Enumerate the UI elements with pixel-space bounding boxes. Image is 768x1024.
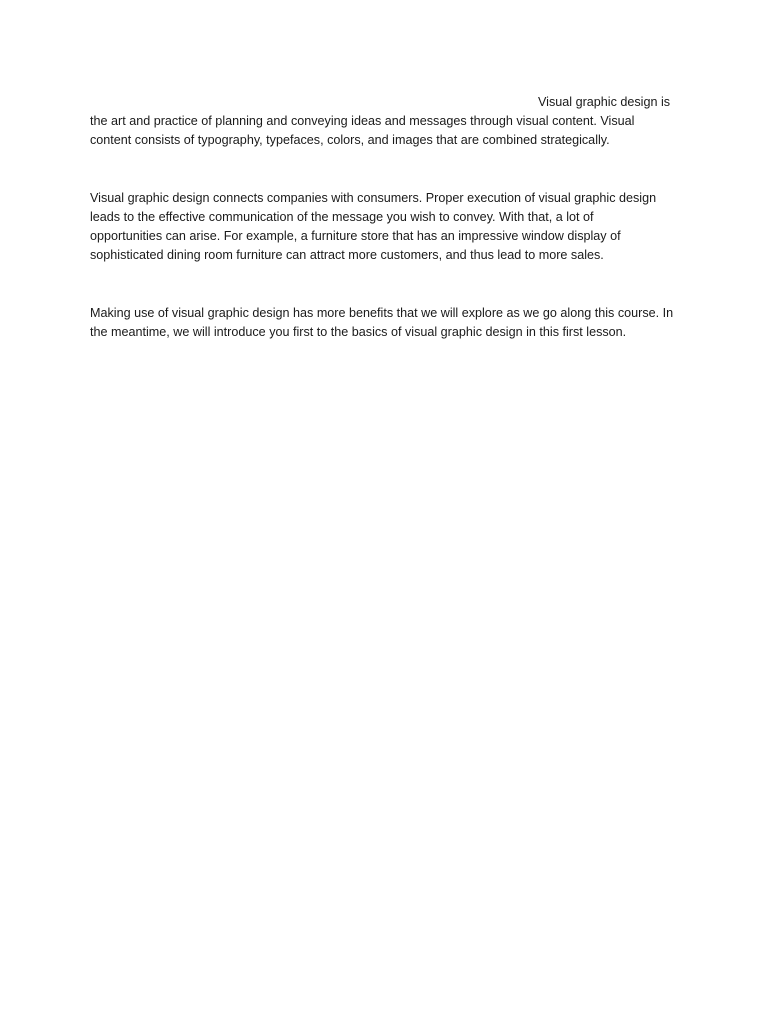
paragraph-companies	[90, 189, 682, 265]
text-line: Making use of visual graphic design has more benefits that we will explore as we go along this course. In	[90, 306, 674, 320]
text-line: leads to the effective communication of the message you wish to convey. With that, a lot of	[90, 210, 594, 224]
paragraph-benefits	[90, 304, 682, 342]
paragraph-intro	[90, 93, 682, 150]
text-line: content consists of typography, typefaces, colors, and images that are combined strategically.	[90, 133, 610, 147]
text-line: the art and practice of planning and conveying ideas and messages through visual content. Visual	[90, 114, 635, 128]
document-body	[90, 93, 682, 342]
text-line: Visual graphic design is	[538, 95, 671, 109]
paragraph-spacer	[90, 265, 682, 304]
text-line: the meantime, we will introduce you first to the basics of visual graphic design in this first lesson.	[90, 325, 627, 339]
text-line: Visual graphic design connects companies with consumers. Proper execution of visual graphic design	[90, 191, 657, 205]
paragraph-spacer	[90, 150, 682, 189]
text-line: sophisticated dining room furniture can attract more customers, and thus lead to more sales.	[90, 248, 604, 262]
text-line: opportunities can arise. For example, a furniture store that has an impressive window display of	[90, 229, 621, 243]
